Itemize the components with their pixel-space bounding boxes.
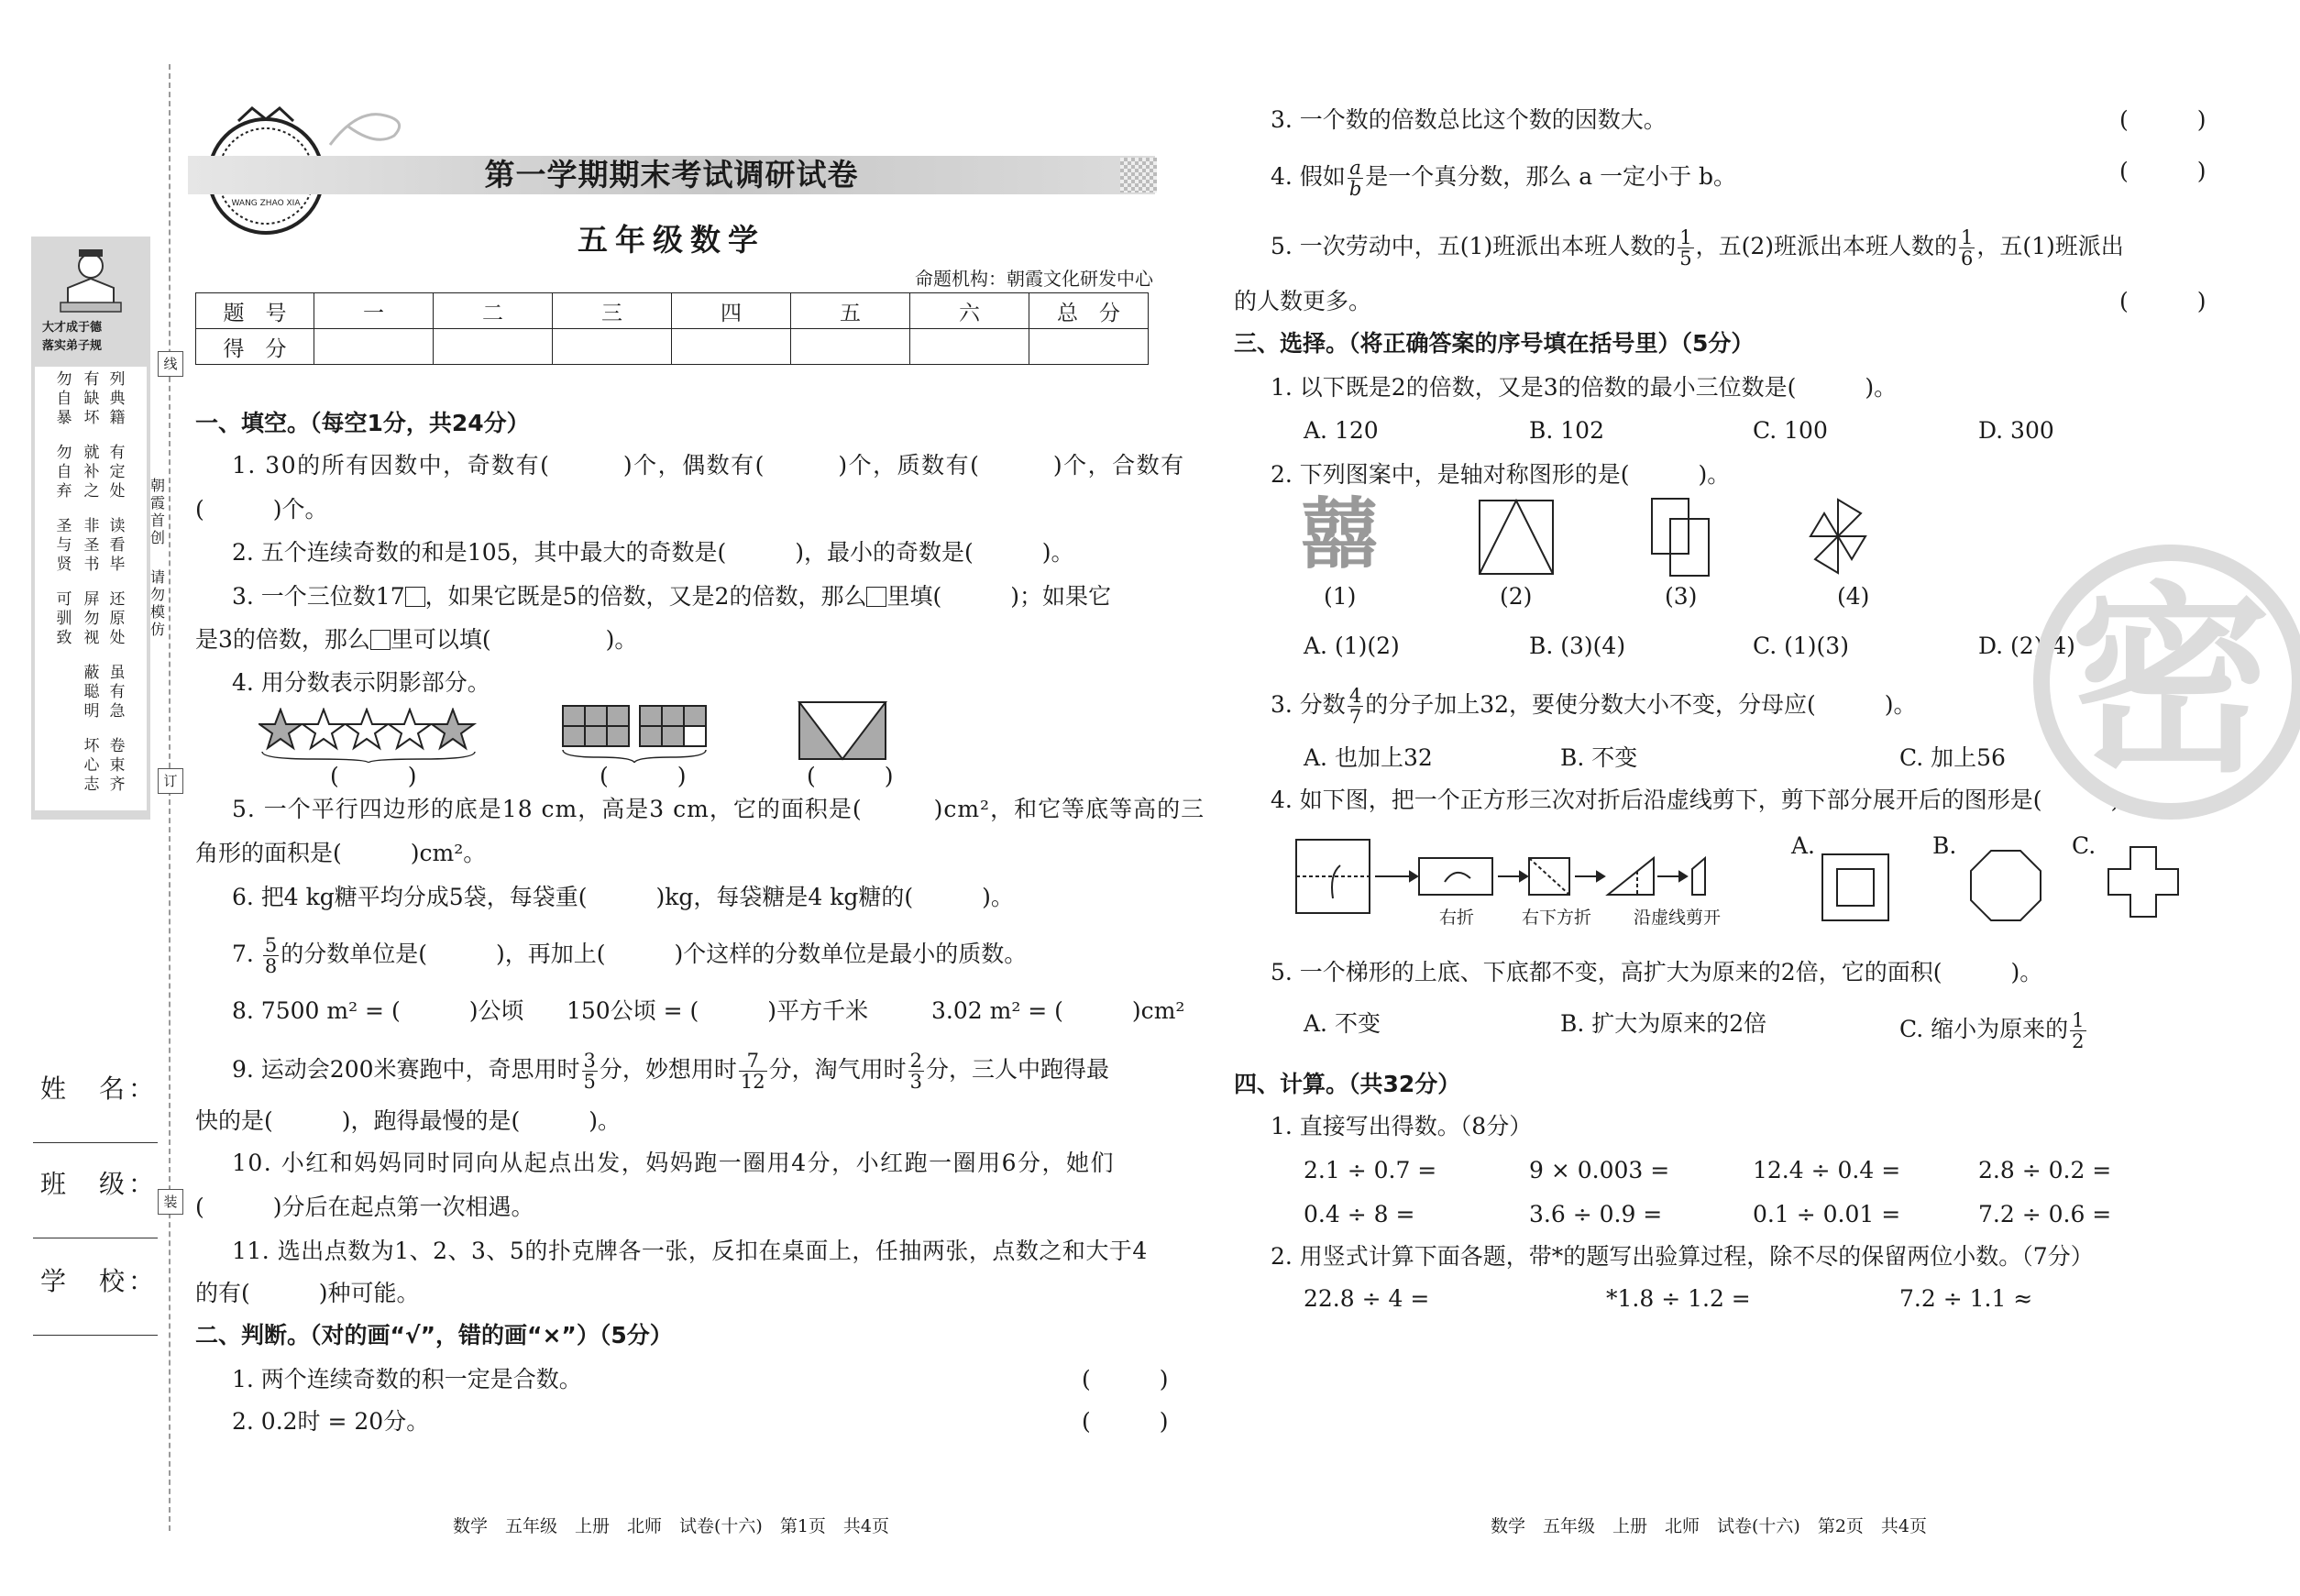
section-1-heading: 一、填空。（每空1分，共24分） (195, 410, 530, 436)
q1-4-blank-1[interactable]: ( ) (330, 763, 417, 789)
q2-2: 2. 0.2时 = 20分。 (232, 1408, 430, 1435)
square-frame-option-icon (1821, 853, 1890, 922)
q1-9-text-2: 分，妙想用时 (599, 1056, 737, 1083)
rule-col-9: 非圣书 (83, 517, 100, 574)
scholar-icon (51, 246, 130, 319)
fraction-num: 7 (739, 1051, 767, 1072)
vertical-calc-item: *1.8 ÷ 1.2 = (1606, 1285, 1751, 1312)
rule-col-6: 卷束齐 (109, 737, 126, 794)
score-header-cell: 总 分 (1029, 293, 1149, 329)
score-header-cell: 四 (672, 293, 791, 329)
q3-5-option-c-text: C. 缩小为原来的 (1899, 1016, 2069, 1042)
q1-3-text-4: 是3的倍数，那么 (195, 626, 370, 653)
fraction-den: 12 (740, 1071, 765, 1093)
q2-4-text-1: 4. 假如 (1271, 163, 1346, 190)
school-line[interactable] (33, 1335, 158, 1336)
fraction-num: 2 (909, 1050, 923, 1072)
q1-9-line-b: 快的是( )，跑得最慢的是( )。 (195, 1107, 622, 1134)
fraction (1959, 227, 1975, 269)
q4-1: 1. 直接写出得数。（8分） (1271, 1113, 1533, 1139)
rule-col-5: 虽有急 (109, 664, 126, 721)
q2-5-answer[interactable]: ( ) (2119, 288, 2206, 314)
overlapping-rects-figure (1650, 497, 1714, 579)
q3-2-option-d[interactable]: D. (2)(4) (1978, 633, 2075, 659)
pinwheel-figure (1806, 495, 1870, 578)
q1-7 (232, 935, 1027, 976)
grids-figure (561, 704, 711, 763)
q1-4-blank-3[interactable]: ( ) (807, 763, 894, 789)
q1-2: 2. 五个连续奇数的和是105，其中最大的奇数是( )，最小的奇数是( )。 (232, 539, 1074, 566)
fraction-num: 1 (1961, 226, 1974, 248)
rule-col-15: 圣与贤 (56, 517, 72, 574)
stars-figure (259, 708, 479, 763)
score-row-label: 得 分 (196, 329, 314, 365)
q2-1-answer[interactable]: ( ) (1082, 1366, 1169, 1392)
rule-col-16: 可驯致 (56, 590, 72, 647)
q2-5-text-2: ，五(2)班派出本班人数的 (1695, 233, 1958, 259)
q3-2-option-b[interactable]: B. (3)(4) (1529, 633, 1626, 659)
calc-item: 2.8 ÷ 0.2 = (1978, 1157, 2112, 1183)
seal-char-ding: 订 (158, 768, 183, 794)
q1-3-text-1: 3. 一个三位数17 (232, 583, 405, 610)
fraction-den: 8 (264, 955, 278, 977)
q2-3: 3. 一个数的倍数总比这个数的因数大。 (1271, 106, 1667, 133)
name-label: 姓 名： (40, 1073, 159, 1104)
rule-col-3: 读看毕 (109, 517, 126, 574)
vertical-note-1: 朝霞首创 (149, 477, 165, 546)
q2-3-answer[interactable]: ( ) (2119, 106, 2206, 133)
blank-box (370, 630, 391, 650)
fraction-den: 6 (1961, 248, 1974, 270)
q3-4-option-c[interactable]: C. (2072, 832, 2096, 859)
q3-3-option-b[interactable]: B. 不变 (1560, 744, 1638, 771)
fraction-num: 4 (1348, 685, 1362, 707)
calc-item: 0.4 ÷ 8 = (1304, 1201, 1415, 1227)
calc-item: 12.4 ÷ 0.4 = (1753, 1157, 1901, 1183)
score-table (195, 292, 1149, 365)
score-header-cell: 三 (553, 293, 672, 329)
q3-4-option-a[interactable]: A. (1791, 832, 1816, 859)
footer-page-2: 数学 五年级 上册 北师 试卷(十六) 第2页 共4页 (1491, 1516, 1928, 1536)
fold-step-1: 右折 (1439, 908, 1475, 928)
square-figure (798, 700, 889, 761)
q3-3-option-a[interactable]: A. 也加上32 (1304, 744, 1433, 771)
q1-8c: 3.02 m² = ( )cm² (931, 997, 1185, 1024)
figure-label-3: (3) (1665, 583, 1698, 610)
q3-1-option-b[interactable]: B. 102 (1529, 417, 1604, 444)
q4-2: 2. 用竖式计算下面各题，带*的题写出验算过程，除不尽的保留两位小数。（7分） (1271, 1243, 2094, 1270)
q1-3-text-2: ，如果它既是5的倍数，又是2的倍数，那么 (424, 583, 867, 610)
q1-7-prefix: 7. (232, 941, 261, 967)
fraction (2070, 1010, 2085, 1051)
q3-4: 4. 如下图，把一个正方形三次对折后沿虚线剪下，剪下部分展开后的图形是( )。 (1271, 787, 2143, 813)
q1-6: 6. 把4 kg糖平均分成5袋，每袋重( )kg，每袋糖是4 kg糖的( )。 (232, 884, 1014, 910)
q3-3 (1271, 686, 1917, 727)
motto-line-2: 落实弟子规 (42, 339, 103, 353)
section-2-heading: 二、判断。（对的画“√”，错的画“×”）（5分） (195, 1322, 673, 1348)
rule-col-4: 还原处 (109, 590, 126, 647)
calc-item: 7.2 ÷ 0.6 = (1978, 1201, 2112, 1227)
q3-5-option-c[interactable] (1899, 1010, 2088, 1051)
q2-5-text-3: ，五(1)班派出 (1976, 233, 2124, 259)
fraction-num: a (1348, 158, 1363, 179)
q2-2-answer[interactable]: ( ) (1082, 1408, 1169, 1435)
q1-7-text: 的分数单位是( )，再加上( )个这样的分数单位是最小的质数。 (281, 941, 1028, 967)
score-header-cell: 六 (910, 293, 1029, 329)
q3-5-option-a[interactable]: A. 不变 (1304, 1010, 1381, 1037)
q3-3-option-c[interactable]: C. 加上56 (1899, 744, 2006, 771)
page-title: 第一学期期末考试调研试卷 (484, 157, 859, 193)
q3-2: 2. 下列图案中，是轴对称图形的是( )。 (1271, 461, 1731, 488)
vertical-note-2: 请勿模仿 (149, 568, 165, 638)
q3-1-option-d[interactable]: D. 300 (1978, 417, 2054, 444)
calc-item: 2.1 ÷ 0.7 = (1304, 1157, 1437, 1183)
fraction-num: 5 (264, 934, 278, 956)
figure-label-4: (4) (1837, 583, 1870, 610)
q3-4-option-b[interactable]: B. (1932, 832, 1957, 859)
fraction-den: b (1348, 178, 1362, 200)
q3-5-option-b[interactable]: B. 扩大为原来的2倍 (1560, 1010, 1767, 1037)
fraction (582, 1051, 598, 1092)
fraction-den: 5 (583, 1071, 596, 1093)
q3-3-text-1: 3. 分数 (1271, 691, 1346, 718)
score-header-cell: 一 (314, 293, 434, 329)
q1-10-line-b: ( )分后在起点第一次相遇。 (195, 1194, 534, 1220)
fraction-num: 1 (2072, 1009, 2085, 1031)
name-line[interactable] (33, 1142, 158, 1143)
double-happiness-icon: 囍 (1300, 489, 1378, 579)
q3-2-option-c[interactable]: C. (1)(3) (1753, 633, 1849, 659)
rule-col-7: 有缺坏 (83, 370, 100, 427)
score-cell[interactable] (791, 329, 910, 365)
q3-1: 1. 以下既是2的倍数，又是3的倍数的最小三位数是( )。 (1271, 374, 1898, 401)
q2-1: 1. 两个连续奇数的积一定是合数。 (232, 1366, 582, 1392)
q1-9-line-a (232, 1051, 1109, 1092)
figure-label-2: (2) (1500, 583, 1533, 610)
score-cell[interactable] (553, 329, 672, 365)
score-cell[interactable] (314, 329, 434, 365)
section-4-heading: 四、计算。（共32分） (1234, 1071, 1461, 1097)
rule-col-14: 勿自弃 (56, 444, 72, 501)
calc-item: 9 × 0.003 = (1529, 1157, 1670, 1183)
seal-char-zhuang: 装 (158, 1189, 183, 1215)
fold-step-3: 沿虚线剪开 (1634, 908, 1722, 928)
q1-9-text-3: 分，淘气用时 (768, 1056, 907, 1083)
fraction-num: 3 (583, 1050, 596, 1072)
binding-line (169, 64, 171, 1531)
q1-5-line-b: 角形的面积是( )cm²。 (195, 840, 487, 866)
q1-5-line-a: 5. 一个平行四边形的底是18 cm，高是3 cm，它的面积是( )cm²，和它等底等高的三 (232, 796, 1205, 822)
blank-box (866, 587, 886, 607)
q3-1-option-a[interactable]: A. 120 (1304, 417, 1379, 444)
score-cell[interactable] (910, 329, 1029, 365)
fraction (263, 935, 279, 976)
rule-col-1: 列典籍 (109, 370, 126, 427)
q2-5-text-1: 5. 一次劳动中，五(1)班派出本班人数的 (1271, 233, 1677, 259)
score-header-cell: 题 号 (196, 293, 314, 329)
fraction-den: 2 (2072, 1030, 2085, 1052)
class-label: 班 级： (40, 1169, 159, 1199)
fraction (908, 1051, 924, 1092)
q1-4: 4. 用分数表示阴影部分。 (232, 669, 490, 696)
q1-1-line-a: 1. 30的所有因数中，奇数有( )个，偶数有( )个，质数有( )个，合数有 (232, 452, 1185, 479)
score-header-cell: 二 (434, 293, 553, 329)
q3-2-option-a[interactable]: A. (1)(2) (1304, 633, 1400, 659)
q1-10-line-a: 10. 小红和妈妈同时同向从起点出发，妈妈跑一圈用4分，小红跑一圈用6分，她们 (232, 1150, 1116, 1176)
seal-char-xian: 线 (158, 351, 183, 377)
score-cell[interactable] (1029, 329, 1149, 365)
fraction (1348, 158, 1363, 199)
q3-3-text-2: 的分子加上32，要使分数大小不变，分母应( )。 (1365, 691, 1917, 718)
rule-col-10: 屏勿视 (83, 590, 100, 647)
q3-1-option-c[interactable]: C. 100 (1753, 417, 1828, 444)
fold-step-2: 右下方折 (1522, 908, 1592, 928)
rule-col-2: 有定处 (109, 444, 126, 501)
q1-9-text-1: 9. 运动会200米赛跑中，奇思用时 (232, 1056, 580, 1083)
q1-11-line-b: 的有( )种可能。 (195, 1280, 420, 1306)
q2-4-text-2: 是一个真分数，那么 a 一定小于 b。 (1365, 163, 1737, 190)
school-label: 学 校： (40, 1266, 159, 1296)
section-3-heading: 三、选择。（将正确答案的序号填在括号里）（5分） (1234, 330, 1755, 357)
q1-1-line-b: ( )个。 (195, 496, 328, 523)
score-cell[interactable] (672, 329, 791, 365)
score-cell[interactable] (434, 329, 553, 365)
q2-4-answer[interactable]: ( ) (2119, 158, 2206, 184)
q2-5-line-a (1271, 227, 2124, 269)
q1-8b: 150公顷 = ( )平方千米 (567, 997, 869, 1024)
q2-4 (1271, 158, 1736, 199)
calc-item: 0.1 ÷ 0.01 = (1753, 1201, 1901, 1227)
q1-3-text-3: 里填( )；如果它 (886, 583, 1111, 610)
q1-11-line-a: 11. 选出点数为1、2、3、5的扑克牌各一张，反扣在桌面上，任抽两张，点数之和大于4 (232, 1238, 1148, 1264)
score-header-cell: 五 (791, 293, 910, 329)
fraction-den: 7 (1348, 706, 1362, 728)
footer-page-1: 数学 五年级 上册 北师 试卷(十六) 第1页 共4页 (453, 1516, 890, 1536)
triangle-in-square-figure (1478, 499, 1555, 576)
vertical-calc-item: 22.8 ÷ 4 = (1304, 1285, 1430, 1312)
octagon-option-icon (1969, 849, 2042, 922)
q1-3-line-b (195, 626, 637, 654)
figure-label-1: (1) (1324, 583, 1357, 610)
q2-5-line-b: 的人数更多。 (1234, 288, 1372, 314)
rule-col-8: 就补之 (83, 444, 100, 501)
fraction (1348, 686, 1363, 727)
q1-8a: 8. 7500 m² = ( )公顷 (232, 997, 524, 1024)
rule-col-11: 蔽聪明 (83, 664, 100, 721)
fraction (739, 1051, 767, 1092)
cross-option-icon (2107, 845, 2180, 919)
q1-9-text-4: 分，三人中跑得最 (926, 1056, 1110, 1083)
rule-col-13: 勿自暴 (56, 370, 72, 427)
q3-5: 5. 一个梯形的上底、下底都不变，高扩大为原来的2倍，它的面积( )。 (1271, 959, 2043, 985)
fraction-num: 1 (1679, 226, 1692, 248)
fraction-den: 3 (909, 1071, 923, 1093)
rule-col-12: 坏心志 (83, 737, 100, 794)
q1-3-line-a (232, 583, 1111, 611)
author-org: 命题机构：朝霞文化研发中心 (915, 268, 1153, 290)
calc-item: 3.6 ÷ 0.9 = (1529, 1201, 1663, 1227)
fraction (1678, 227, 1693, 269)
logo-sub: WANG ZHAO XIA (231, 199, 301, 208)
ribbon-icon (321, 99, 413, 154)
q1-3-text-5: 里可以填( )。 (390, 626, 638, 653)
motto-line-1: 大才成于德 (42, 321, 103, 335)
confidential-watermark: 密 (2069, 565, 2272, 799)
page-subtitle: 五年级数学 (578, 222, 765, 258)
vertical-calc-item: 7.2 ÷ 1.1 ≈ (1899, 1285, 2033, 1312)
blank-box (405, 587, 425, 607)
fraction-den: 5 (1679, 248, 1692, 270)
q1-4-blank-2[interactable]: ( ) (600, 763, 687, 789)
